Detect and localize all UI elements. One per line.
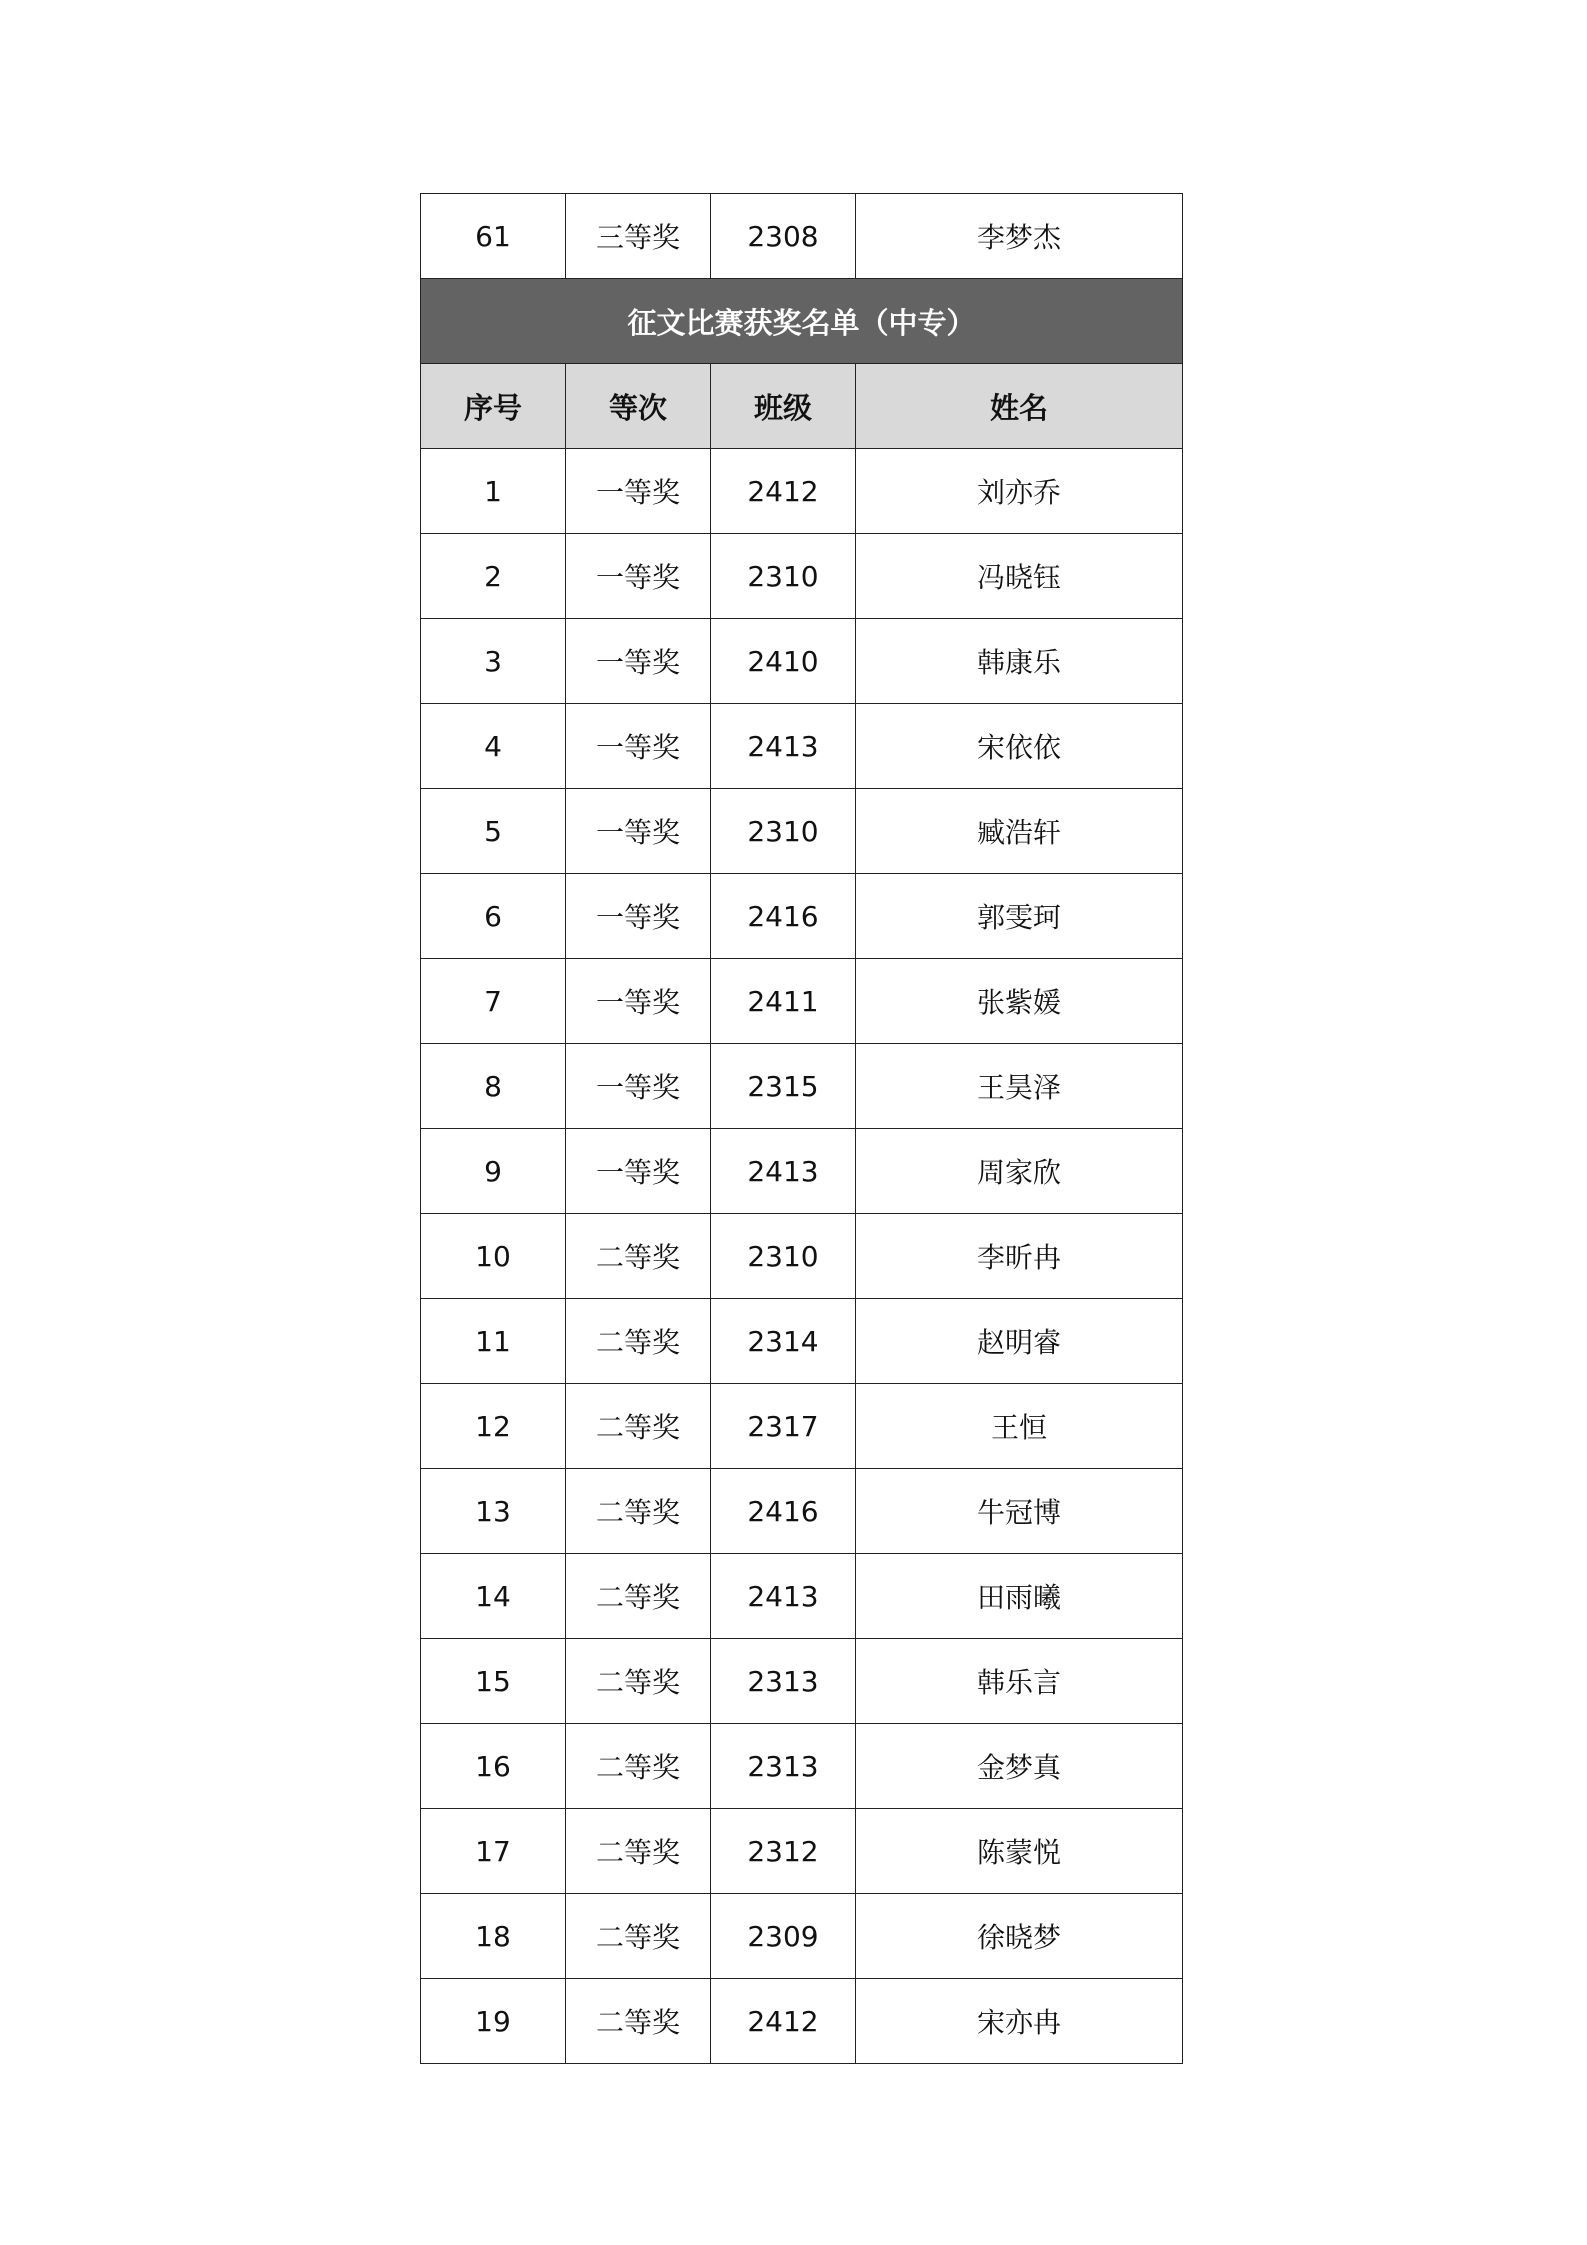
cell-name: 王昊泽 xyxy=(856,1044,1183,1129)
cell-class: 2310 xyxy=(711,789,856,874)
cell-class: 2410 xyxy=(711,619,856,704)
cell-rank: 一等奖 xyxy=(566,959,711,1044)
cell-no: 3 xyxy=(421,619,566,704)
cell-name: 金梦真 xyxy=(856,1724,1183,1809)
cell-rank: 一等奖 xyxy=(566,449,711,534)
table-row xyxy=(421,449,1183,534)
table-row xyxy=(421,534,1183,619)
cell-class: 2315 xyxy=(711,1044,856,1129)
cell-rank: 二等奖 xyxy=(566,1384,711,1469)
cell-class: 2310 xyxy=(711,1214,856,1299)
cell-class: 2312 xyxy=(711,1809,856,1894)
cell-no: 12 xyxy=(421,1384,566,1469)
table-row xyxy=(421,619,1183,704)
table-row xyxy=(421,1299,1183,1384)
table-row xyxy=(421,1724,1183,1809)
table-row xyxy=(421,1554,1183,1639)
cell-name: 韩乐言 xyxy=(856,1639,1183,1724)
cell-rank: 二等奖 xyxy=(566,1894,711,1979)
cell-no: 6 xyxy=(421,874,566,959)
table-body xyxy=(421,194,1183,2064)
header-name: 姓名 xyxy=(856,364,1183,449)
table-row xyxy=(421,789,1183,874)
cell-name: 徐晓梦 xyxy=(856,1894,1183,1979)
cell-name: 周家欣 xyxy=(856,1129,1183,1214)
cell-name: 赵明睿 xyxy=(856,1299,1183,1384)
cell-class: 2413 xyxy=(711,704,856,789)
cell-no: 7 xyxy=(421,959,566,1044)
cell-name: 陈蒙悦 xyxy=(856,1809,1183,1894)
cell-class: 2416 xyxy=(711,1469,856,1554)
cell-class: 2413 xyxy=(711,1554,856,1639)
cell-name: 牛冠博 xyxy=(856,1469,1183,1554)
cell-name: 宋亦冉 xyxy=(856,1979,1183,2064)
cell-rank: 二等奖 xyxy=(566,1299,711,1384)
cell-no: 14 xyxy=(421,1554,566,1639)
cell-no: 5 xyxy=(421,789,566,874)
table-row xyxy=(421,1469,1183,1554)
cell-name: 田雨曦 xyxy=(856,1554,1183,1639)
cell-no: 10 xyxy=(421,1214,566,1299)
table-title-row xyxy=(421,279,1183,364)
cell-rank: 一等奖 xyxy=(566,619,711,704)
cell-class: 2413 xyxy=(711,1129,856,1214)
cell-class: 2317 xyxy=(711,1384,856,1469)
cell-class: 2412 xyxy=(711,449,856,534)
cell-no: 2 xyxy=(421,534,566,619)
table-row xyxy=(421,1809,1183,1894)
cell-no: 8 xyxy=(421,1044,566,1129)
carry-over-row xyxy=(421,194,1183,279)
table-row xyxy=(421,1639,1183,1724)
cell-no: 16 xyxy=(421,1724,566,1809)
cell-no: 61 xyxy=(421,194,566,279)
cell-no: 11 xyxy=(421,1299,566,1384)
table-header-row xyxy=(421,364,1183,449)
cell-rank: 一等奖 xyxy=(566,704,711,789)
cell-name: 王恒 xyxy=(856,1384,1183,1469)
table-row xyxy=(421,1214,1183,1299)
header-no: 序号 xyxy=(421,364,566,449)
cell-rank: 三等奖 xyxy=(566,194,711,279)
cell-no: 13 xyxy=(421,1469,566,1554)
cell-class: 2313 xyxy=(711,1639,856,1724)
award-table xyxy=(420,193,1183,2064)
cell-rank: 二等奖 xyxy=(566,1809,711,1894)
cell-class: 2309 xyxy=(711,1894,856,1979)
cell-class: 2412 xyxy=(711,1979,856,2064)
cell-rank: 一等奖 xyxy=(566,874,711,959)
cell-rank: 一等奖 xyxy=(566,1129,711,1214)
cell-class: 2310 xyxy=(711,534,856,619)
cell-class: 2416 xyxy=(711,874,856,959)
cell-rank: 二等奖 xyxy=(566,1554,711,1639)
header-rank: 等次 xyxy=(566,364,711,449)
cell-no: 19 xyxy=(421,1979,566,2064)
cell-name: 冯晓钰 xyxy=(856,534,1183,619)
table-row xyxy=(421,959,1183,1044)
cell-rank: 一等奖 xyxy=(566,1044,711,1129)
cell-no: 18 xyxy=(421,1894,566,1979)
cell-name: 刘亦乔 xyxy=(856,449,1183,534)
header-class: 班级 xyxy=(711,364,856,449)
table-row xyxy=(421,1044,1183,1129)
table-row xyxy=(421,1129,1183,1214)
cell-class: 2411 xyxy=(711,959,856,1044)
cell-name: 宋依依 xyxy=(856,704,1183,789)
cell-name: 韩康乐 xyxy=(856,619,1183,704)
table-row xyxy=(421,1979,1183,2064)
cell-name: 张紫媛 xyxy=(856,959,1183,1044)
table-row xyxy=(421,704,1183,789)
cell-name: 李梦杰 xyxy=(856,194,1183,279)
cell-no: 17 xyxy=(421,1809,566,1894)
cell-class: 2308 xyxy=(711,194,856,279)
cell-no: 1 xyxy=(421,449,566,534)
cell-class: 2314 xyxy=(711,1299,856,1384)
cell-no: 15 xyxy=(421,1639,566,1724)
cell-rank: 二等奖 xyxy=(566,1469,711,1554)
cell-rank: 二等奖 xyxy=(566,1214,711,1299)
cell-rank: 一等奖 xyxy=(566,789,711,874)
cell-name: 郭雯珂 xyxy=(856,874,1183,959)
table-title: 征文比赛获奖名单（中专） xyxy=(421,279,1183,364)
cell-name: 李昕冉 xyxy=(856,1214,1183,1299)
cell-name: 臧浩轩 xyxy=(856,789,1183,874)
cell-rank: 二等奖 xyxy=(566,1724,711,1809)
cell-no: 4 xyxy=(421,704,566,789)
table-row xyxy=(421,1384,1183,1469)
cell-class: 2313 xyxy=(711,1724,856,1809)
cell-no: 9 xyxy=(421,1129,566,1214)
cell-rank: 二等奖 xyxy=(566,1639,711,1724)
cell-rank: 一等奖 xyxy=(566,534,711,619)
table-row xyxy=(421,1894,1183,1979)
table-row xyxy=(421,874,1183,959)
cell-rank: 二等奖 xyxy=(566,1979,711,2064)
